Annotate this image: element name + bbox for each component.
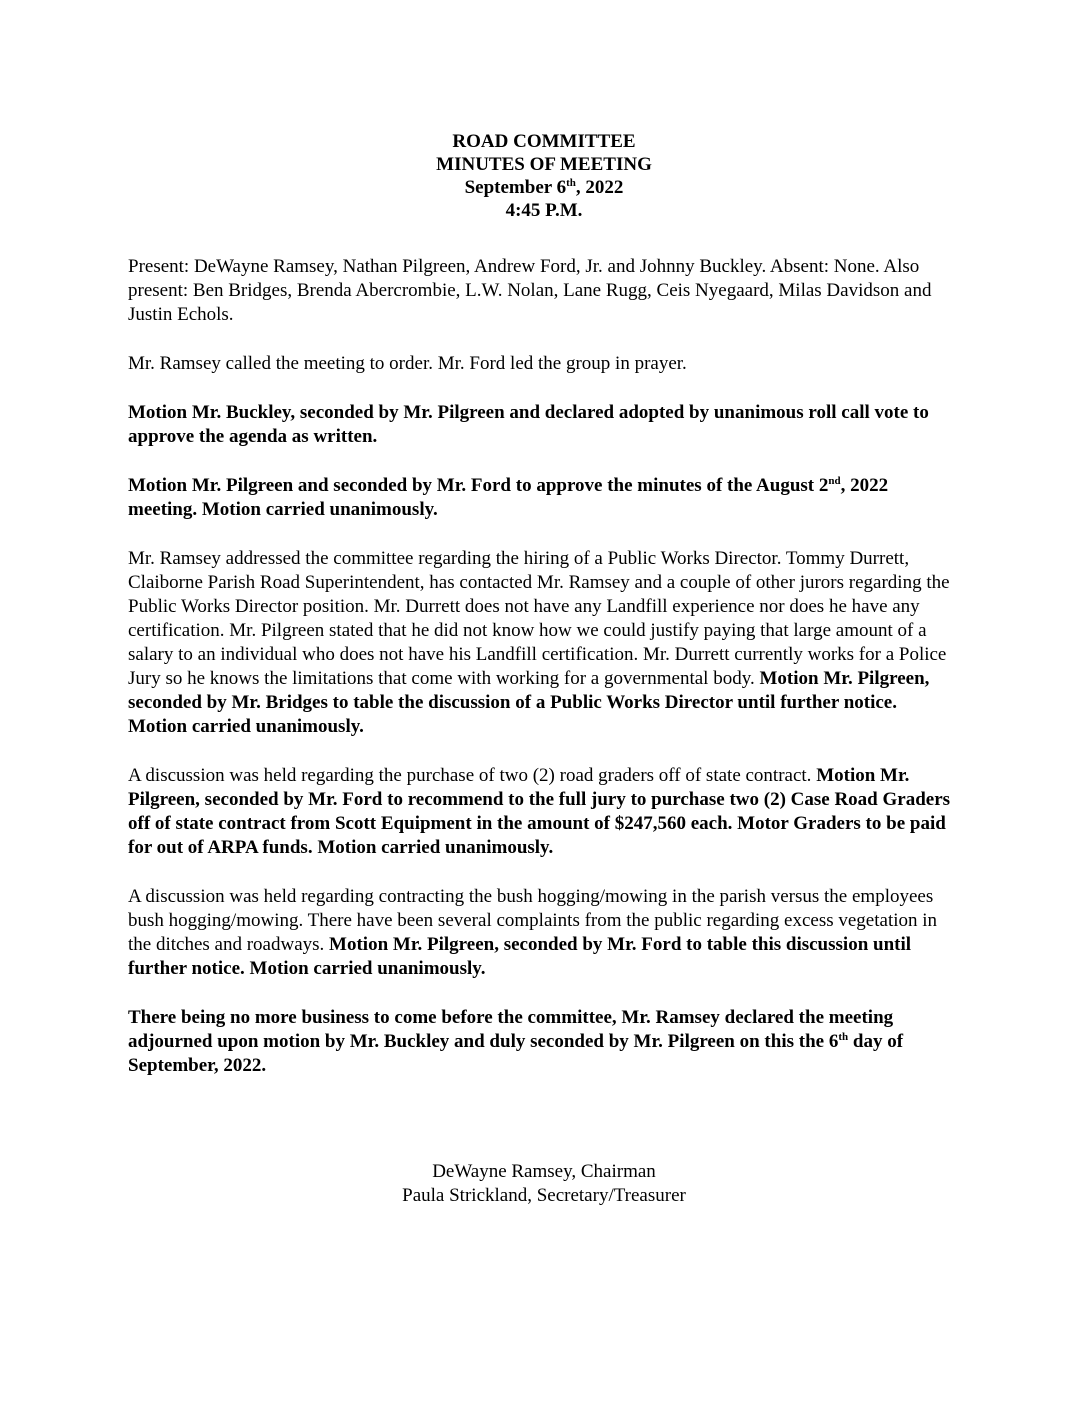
date-text: September 6 bbox=[464, 177, 567, 198]
adjourn-tail: day of September, 2022. bbox=[128, 1031, 904, 1076]
road-graders-paragraph bbox=[128, 764, 958, 860]
director-motion: Motion Mr. Pilgreen, seconded by Mr. Bridges to table the discussion of a Public Works Director until further notice. Motion carried unanimously. bbox=[128, 668, 930, 737]
adjourn-text: There being no more business to come before the committee, Mr. Ramsey declared the meeting adjourned upon motion by Mr. Buckley and duly seconded by Mr. Pilgreen on this the 6 bbox=[128, 1007, 894, 1052]
minutes-motion-paragraph bbox=[128, 474, 958, 522]
minutes-title: MINUTES OF MEETING bbox=[436, 154, 652, 175]
agenda-motion-paragraph: Motion Mr. Buckley, seconded by Mr. Pilgreen and declared adopted by unanimous roll call vote to approve the agenda as written. bbox=[128, 402, 929, 447]
chairman-signature: DeWayne Ramsey, Chairman bbox=[432, 1161, 656, 1182]
date-year: , 2022 bbox=[575, 177, 624, 198]
document-header bbox=[0, 130, 1088, 222]
minutes-body bbox=[128, 255, 958, 1103]
meeting-date bbox=[0, 176, 1088, 199]
mowing-discussion: A discussion was held regarding contracting the bush hogging/mowing in the parish versus the employees bush hogging/mowing. There have been several complaints from the public regarding excess vegetation in the ditches and roadways. bbox=[128, 886, 938, 955]
date-superscript: th bbox=[566, 176, 576, 189]
graders-motion: Motion Mr. Pilgreen, seconded by Mr. Ford to recommend to the full jury to purchase two (2) Case Road Graders off of state contract from Scott Equipment in the amount of $247,560 each. Motor Graders to be paid for out of ARPA funds. Motion carried unanimously. bbox=[128, 765, 951, 858]
graders-discussion: A discussion was held regarding the purchase of two (2) road graders off of state contract. bbox=[128, 765, 817, 786]
public-works-director-paragraph bbox=[128, 547, 958, 739]
director-discussion: Mr. Ramsey addressed the committee regarding the hiring of a Public Works Director. Tommy Durrett, Claiborne Parish Road Superintendent, has contacted Mr. Ramsey and a couple of other jurors regarding the Public Works Director position. Mr. Durrett does not have any Landfill experience nor does he have any certification. Mr. Pilgreen stated that he did not know how we could justify paying that large amount of a salary to an individual who does not have his Landfill certification. Mr. Durrett currently works for a Police Jury so he knows the limitations that come with working for a governmental body. bbox=[128, 548, 950, 689]
attendance-paragraph: Present: DeWayne Ramsey, Nathan Pilgreen, Andrew Ford, Jr. and Johnny Buckley. Absent: None. Also present: Ben Bridges, Brenda Abercrombie, L.W. Nolan, Lane Rugg, Ceis Nyegaard, Milas Davidson and Justin Echols. bbox=[128, 256, 932, 325]
committee-title: ROAD COMMITTEE bbox=[452, 131, 636, 152]
adjournment-paragraph bbox=[128, 1006, 958, 1078]
mowing-paragraph bbox=[128, 885, 958, 981]
minutes-motion-tail: , 2022 meeting. Motion carried unanimously. bbox=[128, 475, 889, 520]
meeting-time: 4:45 P.M. bbox=[505, 200, 583, 221]
secretary-signature: Paula Strickland, Secretary/Treasurer bbox=[402, 1185, 686, 1206]
adjourn-superscript: th bbox=[838, 1030, 849, 1043]
minutes-motion-superscript: nd bbox=[828, 474, 841, 487]
mowing-motion: Motion Mr. Pilgreen, seconded by Mr. Ford to table this discussion until further notice. Motion carried unanimously. bbox=[128, 934, 912, 979]
signature-block bbox=[0, 1160, 1088, 1208]
call-to-order-paragraph: Mr. Ramsey called the meeting to order. Mr. Ford led the group in prayer. bbox=[128, 353, 687, 374]
minutes-motion-text: Motion Mr. Pilgreen and seconded by Mr. Ford to approve the minutes of the August 2 bbox=[128, 475, 829, 496]
